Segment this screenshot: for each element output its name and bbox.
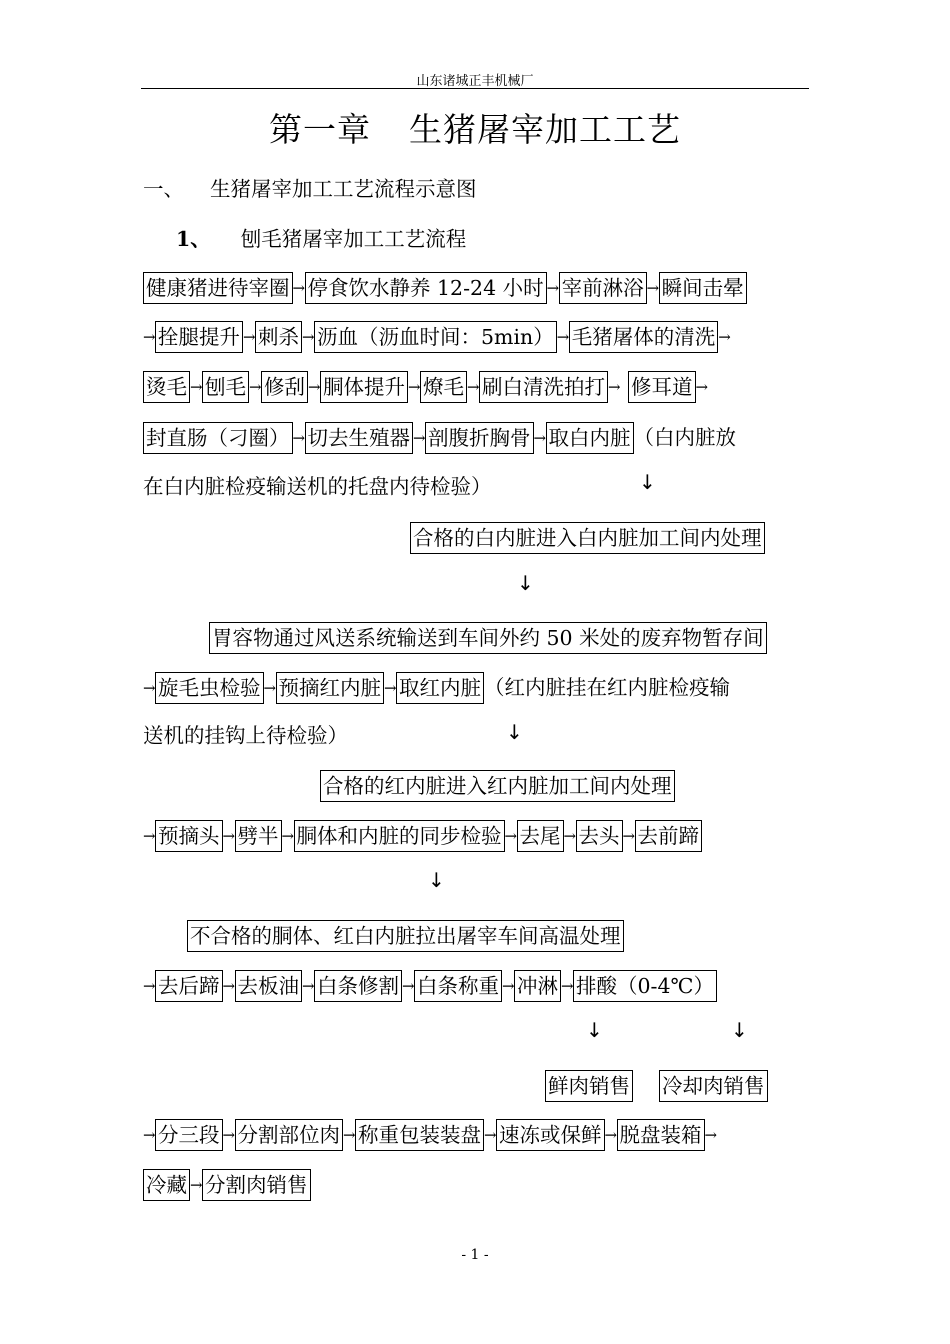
arrow-icon: → — [292, 278, 306, 297]
down-arrow-icon: ↓ — [517, 571, 534, 595]
arrow-icon: → — [604, 1125, 618, 1144]
step-box: 宰前淋浴 — [559, 272, 647, 304]
subsection-heading: 1、 刨毛猪屠宰加工工艺流程 — [176, 227, 467, 251]
chapter-title — [0, 104, 950, 151]
step-box: 胃容物通过风送系统输送到车间外约 50 米处的废弃物暂存间 — [209, 622, 767, 654]
flow-row-13 — [143, 1115, 809, 1151]
step-box: 烫毛 — [143, 371, 190, 403]
arrow-icon: → — [704, 1125, 718, 1144]
step-box: 健康猪进待宰圈 — [143, 272, 293, 304]
flow-row-3 — [143, 367, 809, 403]
down-arrow-icon: ↓ — [639, 470, 656, 494]
header-rule — [141, 88, 809, 89]
arrow-icon: → — [343, 1125, 356, 1144]
step-box: 冷却肉销售 — [659, 1070, 768, 1102]
step-box: 拴腿提升 — [155, 321, 243, 353]
arrow-icon: → — [243, 327, 256, 346]
arrow-icon: → — [249, 377, 262, 396]
step-box: 旋毛虫检验 — [155, 672, 264, 704]
flow-row-2 — [143, 317, 809, 353]
step-box: 称重包装装盘 — [355, 1119, 484, 1151]
step-box: 分三段 — [155, 1119, 223, 1151]
note-text: 送机的挂钩上待检验） — [143, 723, 348, 748]
arrow-icon: → — [502, 976, 515, 995]
step-box: 排酸（0-4℃） — [573, 970, 717, 1002]
arrow-icon: → — [467, 377, 480, 396]
arrow-icon: → — [608, 377, 621, 396]
flow-row-sales — [545, 1066, 809, 1102]
arrow-icon: → — [263, 678, 277, 697]
step-box: 预摘红内脏 — [276, 672, 385, 704]
flow-row-reject — [187, 916, 809, 952]
down-arrow-icon: ↓ — [731, 1018, 748, 1042]
step-box: 合格的白内脏进入白内脏加工间内处理 — [410, 522, 765, 554]
step-box: 白条称重 — [414, 970, 502, 1002]
running-header: 山东诸城正丰机械厂 — [416, 74, 534, 89]
step-box: 去前蹄 — [635, 820, 703, 852]
down-arrow-icon: ↓ — [428, 868, 445, 892]
arrow-icon: → — [622, 826, 636, 845]
arrow-icon: → — [504, 826, 518, 845]
arrow-icon: → — [695, 377, 709, 396]
arrow-icon: → — [222, 826, 236, 845]
step-box: 胴体和内脏的同步检验 — [294, 820, 505, 852]
step-box: 修耳道 — [628, 371, 696, 403]
flow-row-red-organ — [320, 766, 809, 802]
flow-row-7b — [143, 716, 809, 752]
arrow-icon: → — [281, 826, 295, 845]
arrow-icon: → — [384, 678, 397, 697]
arrow-icon: → — [563, 826, 577, 845]
step-box: 鲜肉销售 — [545, 1070, 633, 1102]
arrow-icon: → — [561, 976, 574, 995]
arrow-icon: → — [143, 826, 156, 845]
down-arrow-icon: ↓ — [506, 720, 523, 744]
note-text: （白内脏放 — [633, 425, 736, 450]
arrow-icon: → — [308, 377, 321, 396]
step-box: 分割肉销售 — [202, 1169, 311, 1201]
flow-row-9 — [143, 816, 809, 852]
arrow-icon: → — [292, 428, 306, 447]
step-box: 去后蹄 — [155, 970, 223, 1002]
step-box: 不合格的胴体、红白内脏拉出屠宰车间高温处理 — [187, 920, 624, 952]
step-box: 冷藏 — [143, 1169, 190, 1201]
step-box: 毛猪屠体的清洗 — [569, 321, 719, 353]
step-box: 刨毛 — [202, 371, 249, 403]
step-box: 燎毛 — [420, 371, 467, 403]
flow-row-1 — [143, 268, 809, 304]
arrow-icon: → — [484, 1125, 497, 1144]
down-arrow-icon: ↓ — [586, 1018, 603, 1042]
flow-row-7 — [143, 668, 809, 704]
arrow-icon: → — [143, 976, 156, 995]
step-box: 白条修割 — [314, 970, 402, 1002]
step-box: 修刮 — [261, 371, 308, 403]
flow-row-white-organ — [410, 518, 809, 554]
arrow-icon: → — [718, 327, 731, 346]
step-box: 胴体提升 — [320, 371, 408, 403]
arrow-icon: → — [302, 327, 315, 346]
arrow-icon: → — [302, 976, 315, 995]
flow-row-4 — [143, 418, 809, 454]
arrow-icon: → — [556, 327, 570, 346]
chapter-number: 第一章 — [269, 110, 371, 149]
flow-row-14 — [143, 1165, 809, 1201]
step-box: 剖腹折胸骨 — [425, 422, 534, 454]
arrow-icon: → — [408, 377, 421, 396]
arrow-icon: → — [143, 327, 156, 346]
arrow-icon: → — [143, 1125, 156, 1144]
flow-row-4b — [143, 467, 809, 503]
arrow-icon: → — [143, 678, 156, 697]
step-box: 瞬间击晕 — [659, 272, 747, 304]
arrow-icon: → — [222, 1125, 236, 1144]
step-box: 刺杀 — [255, 321, 302, 353]
step-box: 去头 — [576, 820, 623, 852]
arrow-icon: → — [546, 278, 560, 297]
step-box: 封直肠（刁圈） — [143, 422, 293, 454]
section-heading: 一、 生猪屠宰加工工艺流程示意图 — [143, 177, 477, 201]
arrow-icon: → — [222, 976, 236, 995]
step-box: 分割部位肉 — [235, 1119, 344, 1151]
step-box: 停食饮水静养 12-24 小时 — [305, 272, 547, 304]
arrow-icon: → — [413, 428, 426, 447]
step-box: 沥血（沥血时间：5min） — [314, 321, 557, 353]
step-box: 合格的红内脏进入红内脏加工间内处理 — [320, 770, 675, 802]
step-box: 预摘头 — [155, 820, 223, 852]
step-box: 切去生殖器 — [305, 422, 414, 454]
step-box: 脱盘装箱 — [617, 1119, 705, 1151]
step-box: 取白内脏 — [546, 422, 634, 454]
flow-row-11 — [143, 966, 809, 1002]
arrow-icon: → — [190, 1175, 203, 1194]
chapter-name: 生猪屠宰加工工艺 — [409, 110, 681, 149]
step-box: 取红内脏 — [396, 672, 484, 704]
step-box: 速冻或保鲜 — [496, 1119, 605, 1151]
step-box: 冲淋 — [514, 970, 561, 1002]
arrow-icon: → — [190, 377, 203, 396]
flow-row-stomach — [209, 618, 809, 654]
arrow-icon: → — [402, 976, 415, 995]
step-box: 去尾 — [517, 820, 564, 852]
note-text: 在白内脏检疫输送机的托盘内待检验） — [143, 474, 492, 499]
step-box: 劈半 — [235, 820, 282, 852]
note-text: （红内脏挂在红内脏检疫输 — [484, 675, 730, 700]
step-box: 去板油 — [235, 970, 303, 1002]
arrow-icon: → — [646, 278, 660, 297]
step-box: 刷白清洗拍打 — [479, 371, 608, 403]
arrow-icon: → — [533, 428, 547, 447]
page-number: - 1 - — [461, 1247, 489, 1263]
